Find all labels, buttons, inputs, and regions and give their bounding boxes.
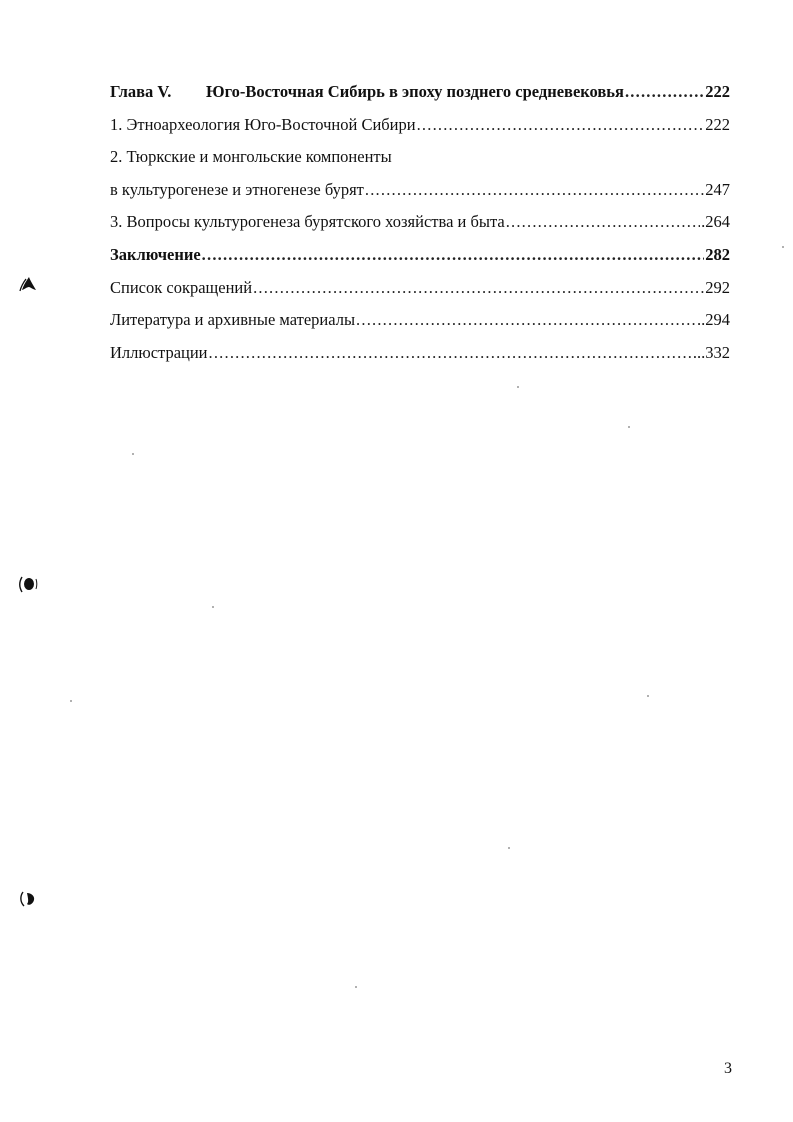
toc-dot-leader [202,239,705,272]
toc-entry-title: Заключение [110,244,201,264]
toc-entry-conclusion [110,239,730,272]
toc-dot-leader [209,337,692,370]
scan-speck [212,606,214,608]
toc-page-number: ..294 [697,310,730,330]
toc-entry-abbreviations [110,272,730,305]
toc-entry-section-3 [110,206,730,239]
toc-entry-title [110,76,624,109]
toc-page-number: 247 [705,179,730,199]
scan-speck [647,695,649,697]
toc-page-number: .264 [701,212,730,232]
toc-dot-leader [506,206,700,239]
binder-hole-mark-icon [18,274,40,296]
toc-page-number: ...332 [692,342,730,362]
binder-hole-mark-icon [18,573,40,595]
binder-hole-mark-icon [18,888,40,910]
toc-chapter-number: Глава V. [110,82,172,101]
toc-entry-section-2-line-1 [110,141,730,174]
toc-entry-title: Литература и архивные материалы [110,310,356,330]
toc-dot-leader [253,272,704,305]
toc-entry-section-1 [110,109,730,142]
scan-speck [517,386,519,388]
toc-dot-leader [625,76,704,109]
toc-chapter-title: Юго-Восточная Сибирь в эпоху позднего средневековья [206,82,624,101]
toc-entry-literature [110,304,730,337]
toc-page-number: 222 [705,82,730,101]
toc-entry-title: 2. Тюркские и монгольские компоненты [110,147,392,167]
toc-page-number: 222 [705,114,730,134]
toc-entry-section-2-line-2 [110,174,730,207]
toc-dot-leader [417,109,705,142]
toc-dot-leader [365,174,704,207]
toc-entry-title: 1. Этноархеология Юго-Восточной Сибири [110,114,416,134]
toc-page-number: 292 [705,277,730,297]
toc-entry-title: 3. Вопросы культурогенеза бурятского хозяйства и быта [110,212,505,232]
scan-speck [508,847,510,849]
scan-speck [355,986,357,988]
toc-entry-chapter-5 [110,76,730,109]
toc-entry-title: Список сокращений [110,277,253,297]
toc-dot-leader [356,304,696,337]
scan-speck [70,700,72,702]
table-of-contents [110,76,730,369]
scan-speck [132,453,134,455]
toc-entry-illustrations [110,337,730,370]
toc-page-number: 282 [705,244,730,264]
toc-entry-title: в культурогенезе и этногенезе бурят [110,179,364,199]
scan-speck [628,426,630,428]
page-number: 3 [724,1060,732,1077]
toc-entry-title: Иллюстрации [110,342,208,362]
scan-speck [782,246,784,248]
